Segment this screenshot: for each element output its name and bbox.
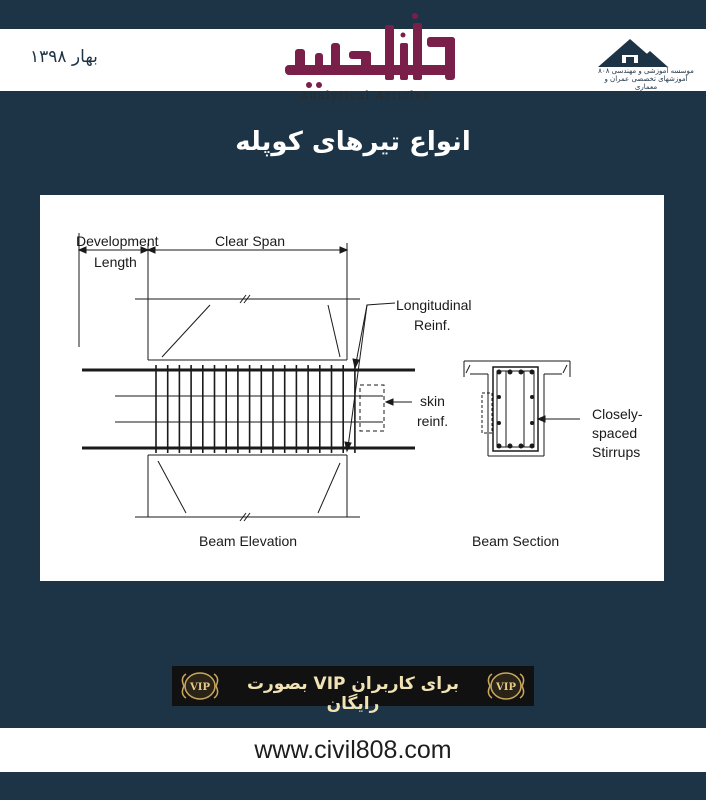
label-stirrups: Stirrups <box>592 444 641 460</box>
vip-badge-left-text: VIP <box>190 682 210 693</box>
label-length: Length <box>94 254 137 270</box>
season-label: بهار ۱۳۹۸ <box>30 47 98 67</box>
beam-diagram <box>40 195 664 581</box>
vip-text: برای کاربران VIP بصورت رایگان <box>246 674 460 714</box>
footer-bar <box>0 728 706 772</box>
label-skin-reinf: reinf. <box>417 413 449 429</box>
vip-badge-left <box>178 670 222 702</box>
label-reinf: Reinf. <box>414 317 451 333</box>
label-beam-elevation: Beam Elevation <box>199 533 298 549</box>
label-beam-section: Beam Section <box>472 533 560 549</box>
section-bars <box>497 370 535 449</box>
logo-subtitle: Analytical Articles <box>300 89 431 102</box>
vip-badge-right <box>484 670 528 702</box>
label-spaced: spaced <box>592 425 638 441</box>
website-link[interactable]: www.civil808.com <box>254 736 452 764</box>
label-clear-span: Clear Span <box>215 233 286 249</box>
page-title: انواع تیرهای کوپله <box>235 127 471 157</box>
stirrups-group <box>156 365 355 453</box>
institute-line-1: موسسه آموزشی و مهندسی ۸۰۸ <box>598 67 694 75</box>
institute-name <box>596 67 696 91</box>
institute-line-2: آموزشهای تخصصی عمران و معماری <box>604 75 688 91</box>
diagram-panel <box>40 195 664 581</box>
label-development: Development <box>76 233 159 249</box>
label-longitudinal: Longitudinal <box>396 297 472 313</box>
vip-badge-right-text: VIP <box>496 682 516 693</box>
header-bar <box>0 29 706 102</box>
label-skin: skin <box>420 393 445 409</box>
label-closely: Closely- <box>592 406 643 422</box>
vip-banner[interactable] <box>172 666 534 714</box>
